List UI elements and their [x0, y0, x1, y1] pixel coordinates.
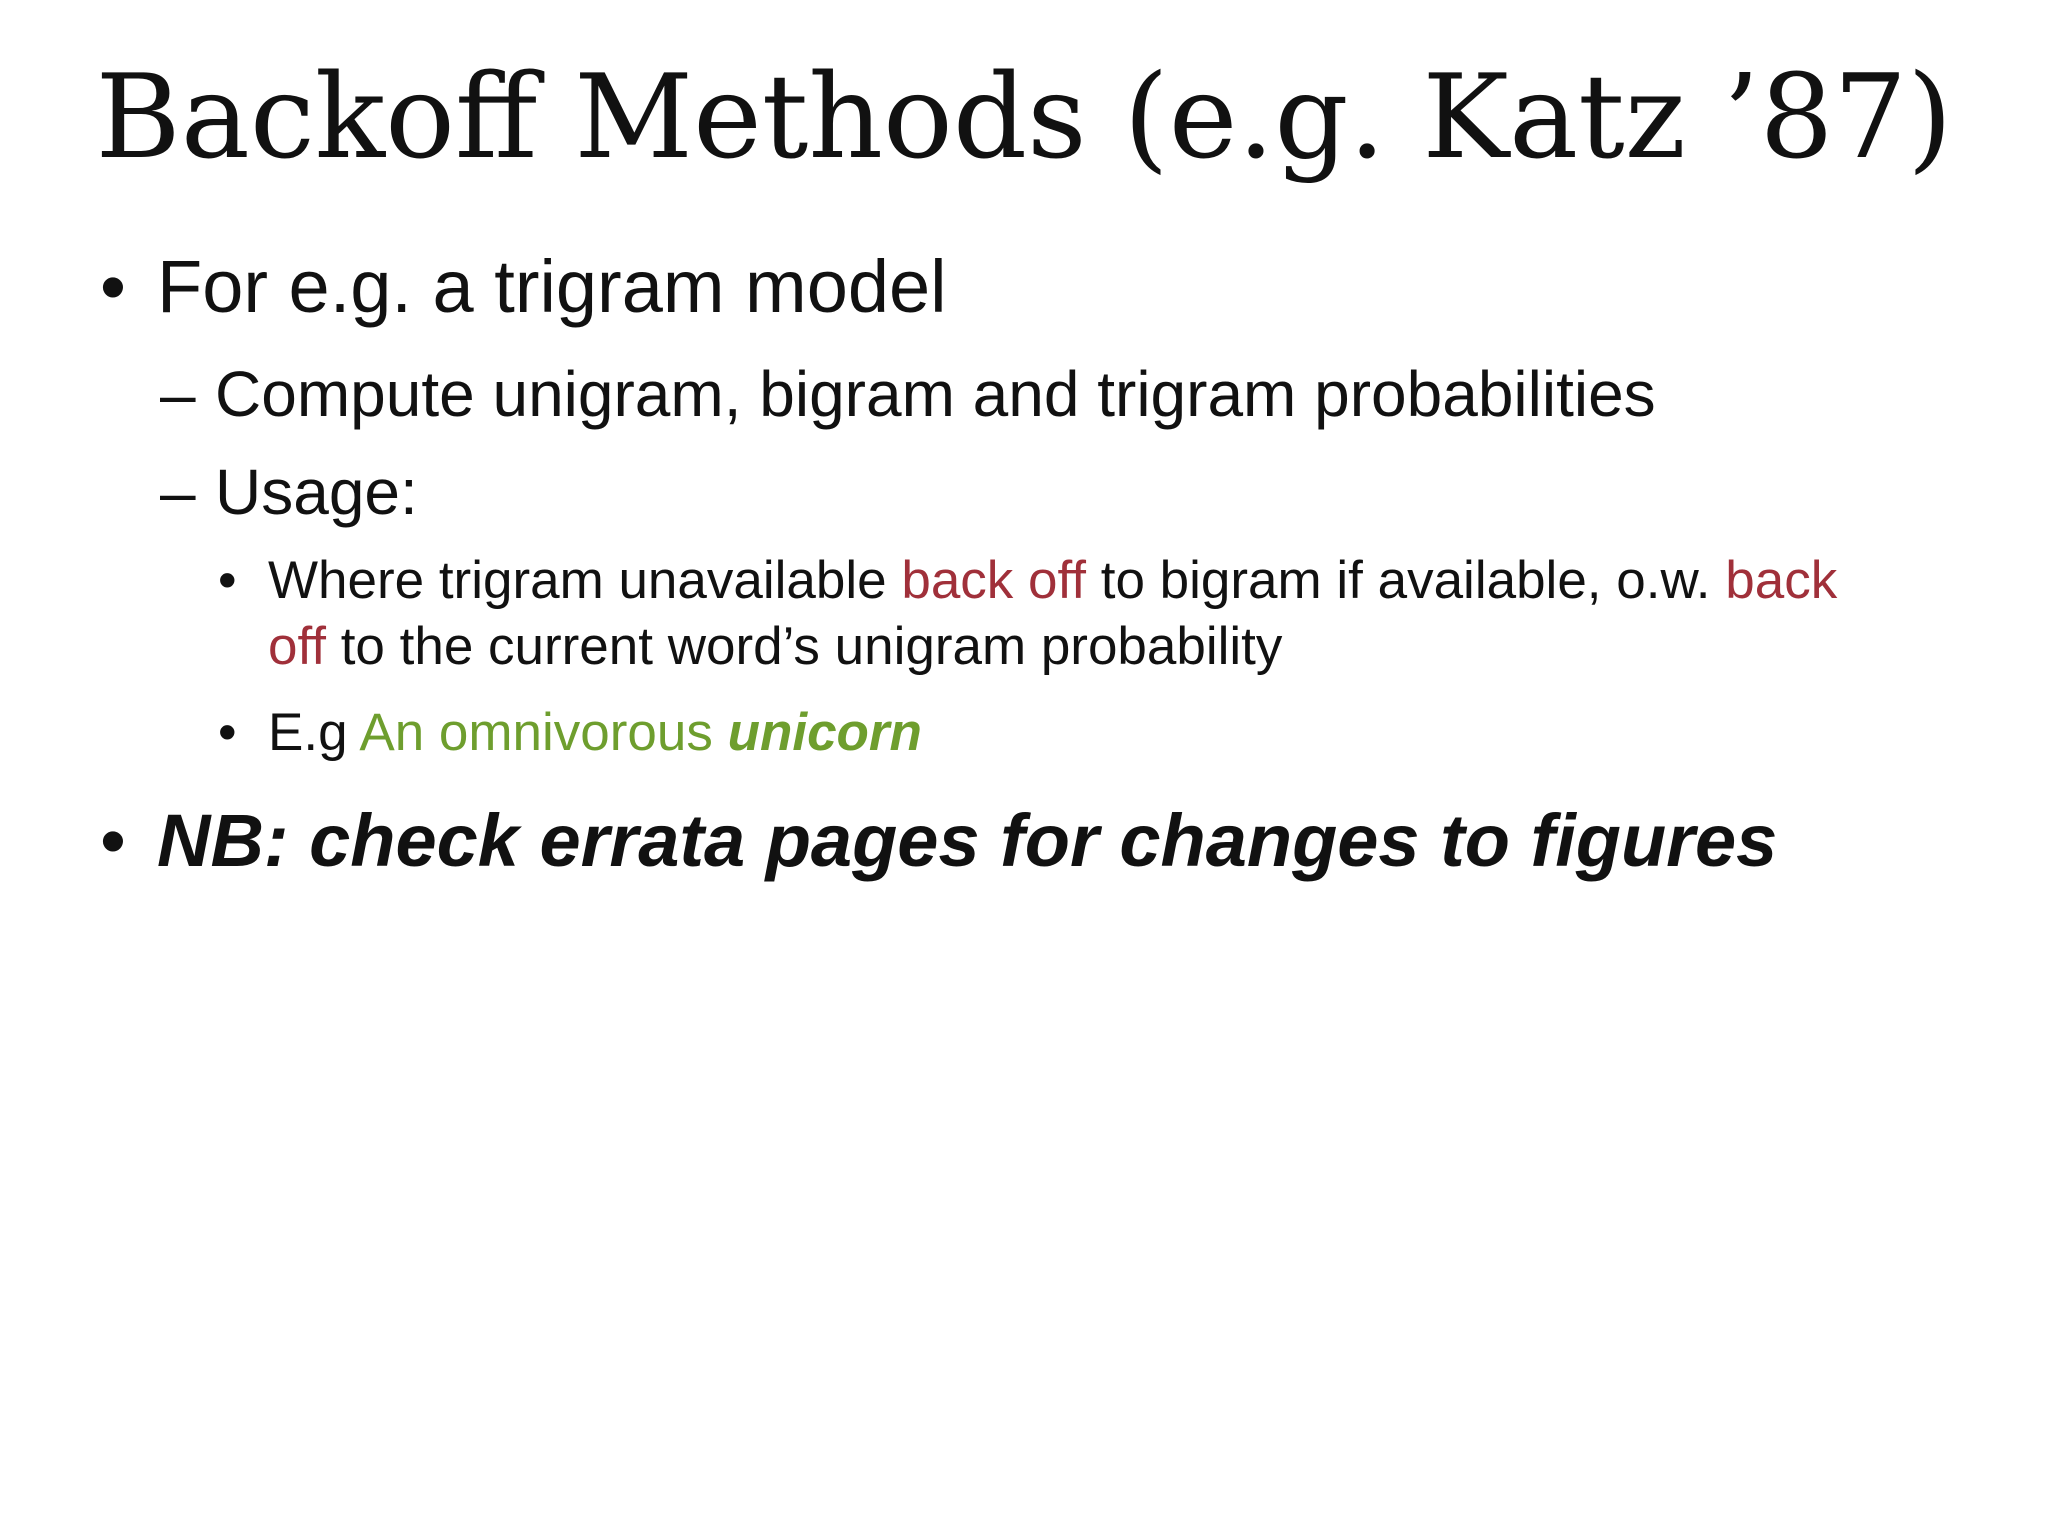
bullet-marker: •: [100, 799, 126, 882]
backoff-text: to the current word’s unigram probability: [325, 617, 1283, 676]
backoff-highlight: off: [268, 617, 326, 676]
subbullet-usage: Usage:: [215, 456, 418, 528]
bullet-marker: •: [218, 703, 237, 762]
dash-marker: –: [160, 456, 196, 528]
dash-marker: –: [160, 358, 196, 430]
bullet-marker: •: [218, 551, 237, 610]
example-prefix: E.g: [268, 703, 360, 762]
subsubbullet-backoff-line1: [268, 548, 1837, 614]
backoff-highlight: back: [1725, 551, 1838, 610]
backoff-text: to bigram if available, o.w.: [1086, 551, 1726, 610]
backoff-highlight: back off: [901, 551, 1086, 610]
slide-title: Backoff Methods (e.g. Katz ’87): [95, 50, 1953, 185]
subsubbullet-example: [268, 700, 922, 766]
example-phrase: An omnivorous: [359, 703, 728, 762]
subsubbullet-backoff-line2: [268, 614, 1282, 680]
bullet-trigram-model: For e.g. a trigram model: [157, 245, 947, 328]
bullet-marker: •: [100, 245, 126, 328]
subbullet-compute: Compute unigram, bigram and trigram probabilities: [215, 358, 1656, 430]
bullet-nb-errata: NB: check errata pages for changes to figures: [157, 799, 1778, 882]
backoff-text: Where trigram unavailable: [268, 551, 902, 610]
example-emphasis: unicorn: [727, 703, 922, 762]
